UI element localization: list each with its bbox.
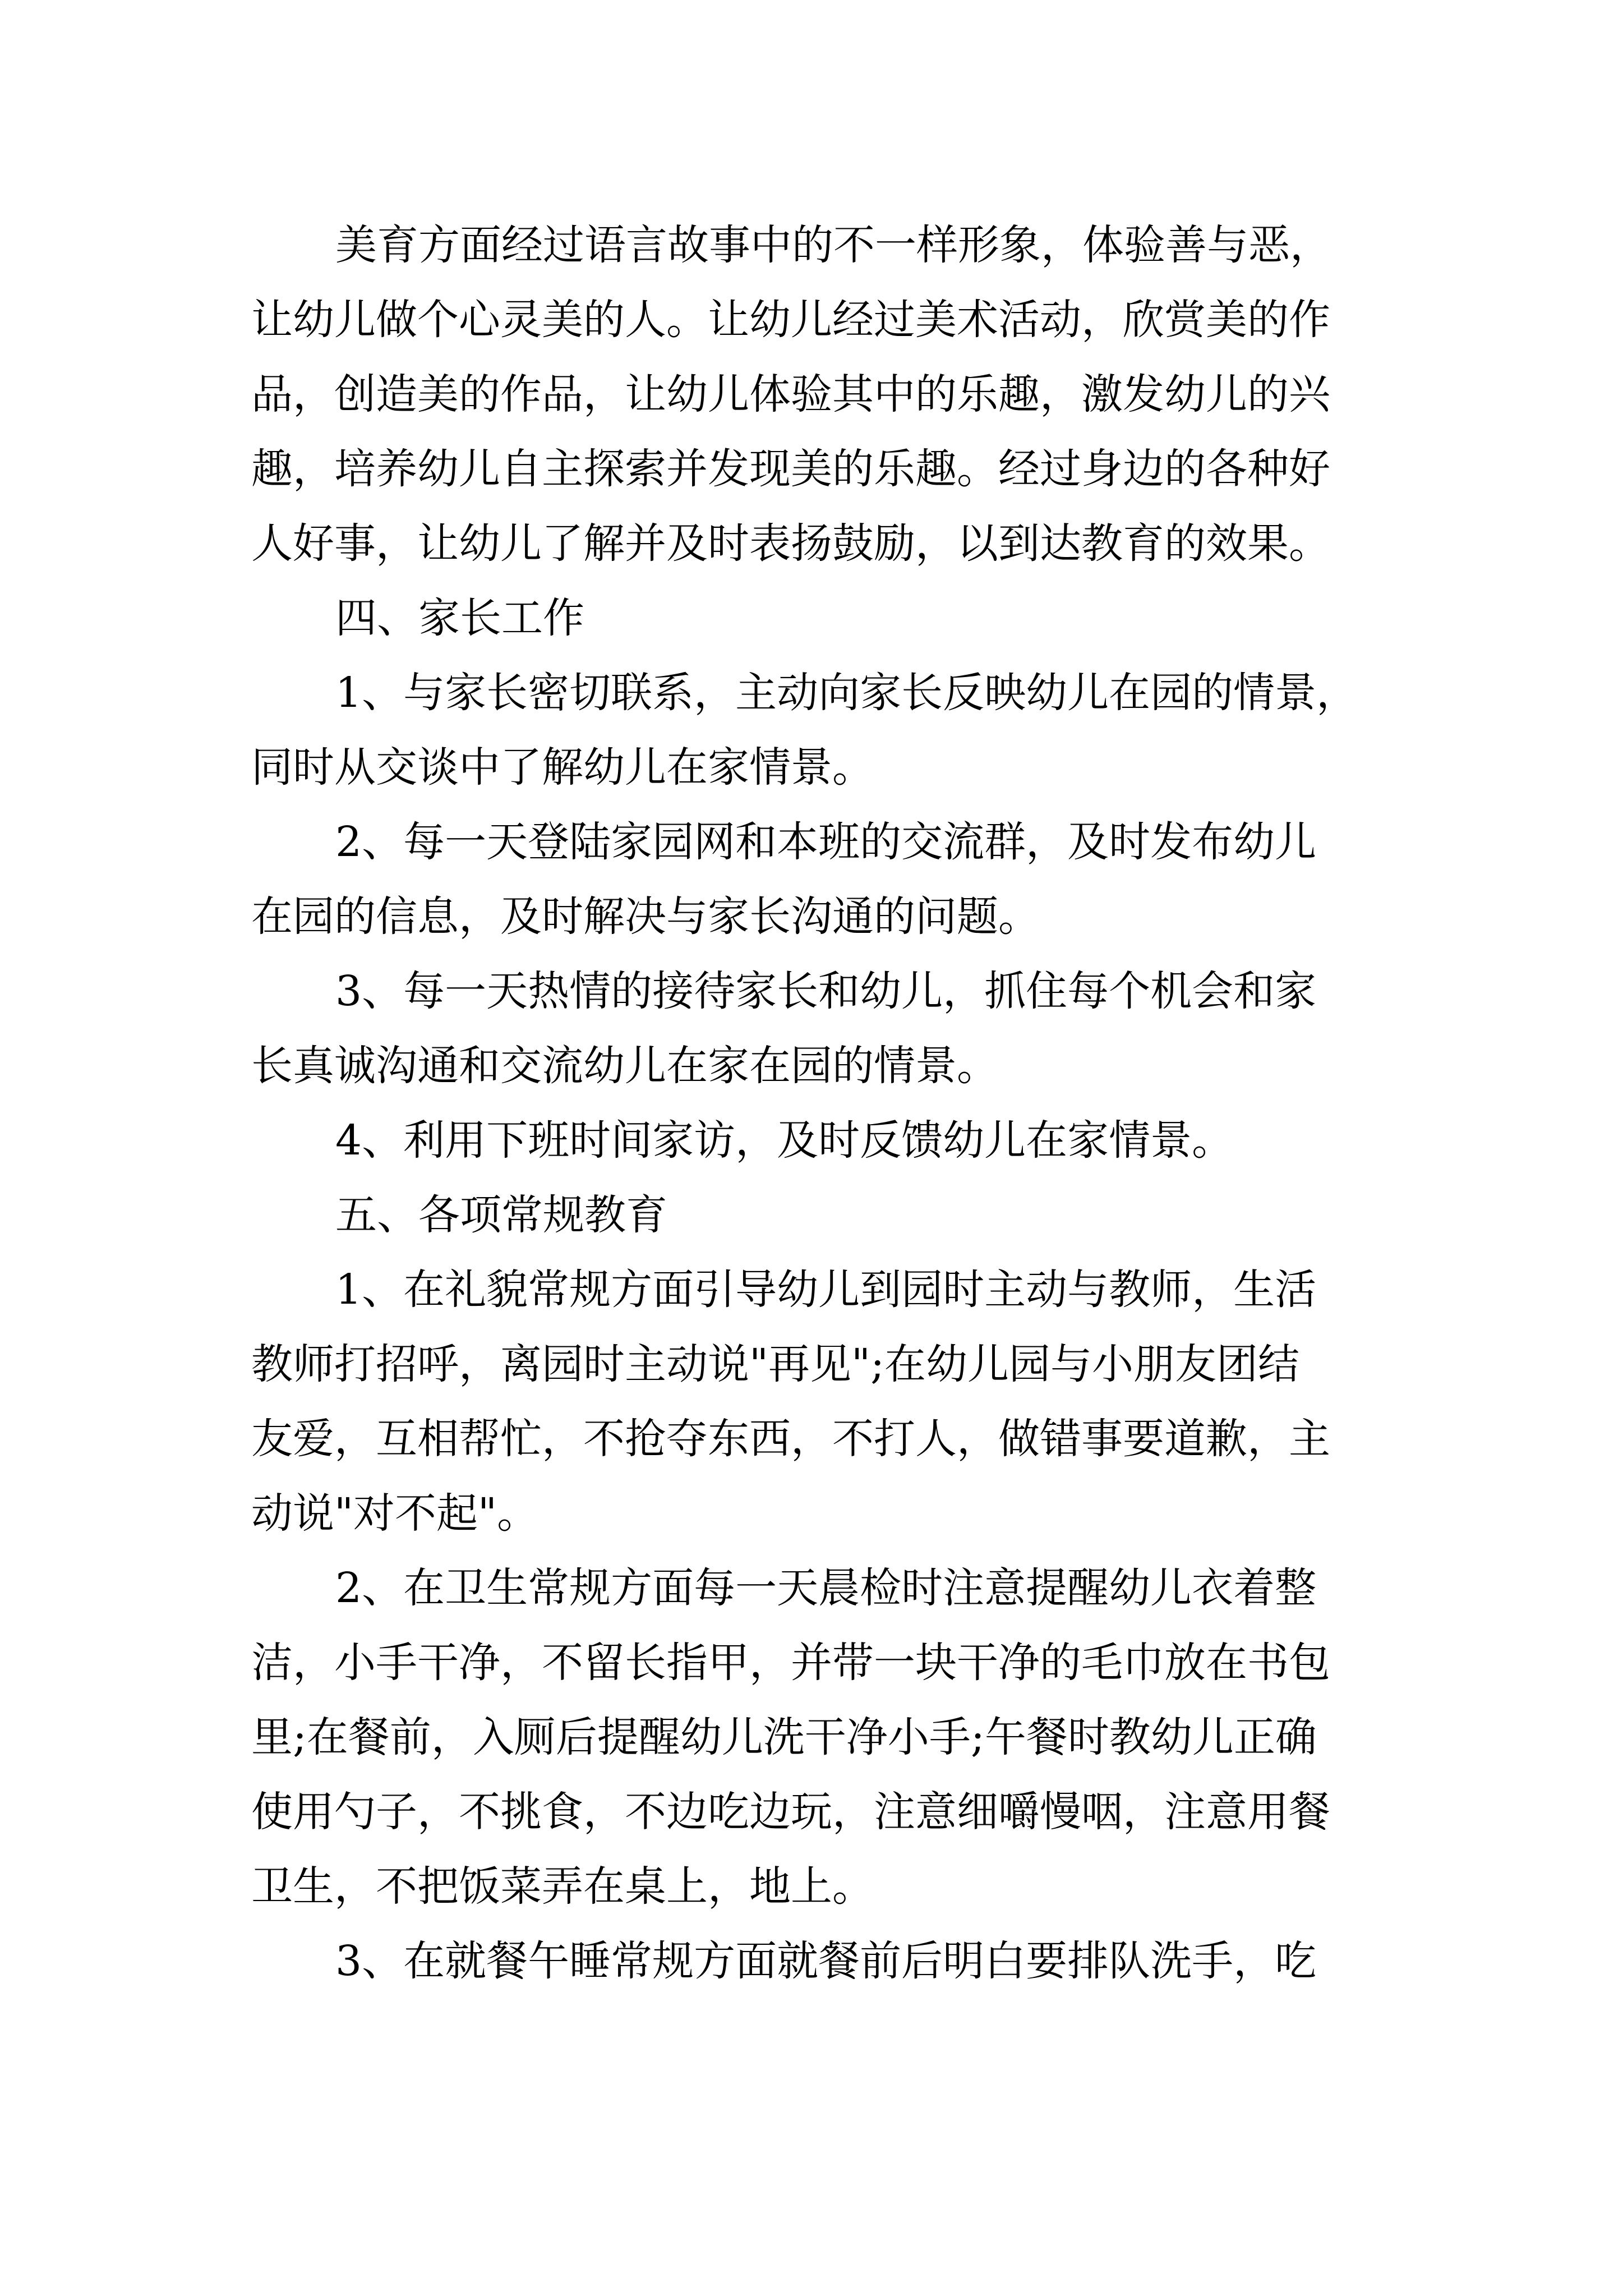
paragraph-line: 长真诚沟通和交流幼儿在家在园的情景。	[251, 1042, 998, 1090]
paragraph-line: 美育方面经过语言故事中的不一样形象，体验善与恶，	[335, 221, 1331, 269]
paragraph-line: 教师打招呼，离园时主动说"再见";在幼儿园与小朋友团结	[251, 1340, 1300, 1388]
paragraph-line: 3、在就餐午睡常规方面就餐前后明白要排队洗手，吃	[335, 1937, 1317, 1985]
paragraph-line: 卫生，不把饭菜弄在桌上，地上。	[251, 1862, 874, 1911]
paragraph-line: 同时从交谈中了解幼儿在家情景。	[251, 743, 874, 792]
paragraph-line: 里;在餐前，入厕后提醒幼儿洗干净小手;午餐时教幼儿正确	[251, 1713, 1317, 1761]
paragraph-line: 人好事，让幼儿了解并及时表扬鼓励，以到达教育的效果。	[251, 519, 1330, 568]
paragraph-line: 在园的信息，及时解决与家长沟通的问题。	[251, 892, 1040, 941]
paragraph-line: 趣，培养幼儿自主探索并发现美的乐趣。经过身边的各种好	[251, 445, 1330, 493]
paragraph-line: 品，创造美的作品，让幼儿体验其中的乐趣，激发幼儿的兴	[251, 370, 1330, 418]
paragraph-line: 2、在卫生常规方面每一天晨检时注意提醒幼儿衣着整	[335, 1564, 1317, 1612]
paragraph-line: 3、每一天热情的接待家长和幼儿，抓住每个机会和家	[335, 967, 1317, 1015]
section-heading: 四、家长工作	[335, 594, 584, 642]
paragraph-line: 动说"对不起"。	[251, 1489, 539, 1538]
paragraph-line: 1、与家长密切联系，主动向家长反映幼儿在园的情景，	[335, 669, 1358, 717]
paragraph-line: 4、利用下班时间家访，及时反馈幼儿在家情景。	[335, 1116, 1234, 1165]
paragraph-line: 使用勺子，不挑食，不边吃边玩，注意细嚼慢咽，注意用餐	[251, 1788, 1330, 1836]
section-heading: 五、各项常规教育	[335, 1191, 667, 1239]
paragraph-line: 2、每一天登陆家园网和本班的交流群，及时发布幼儿	[335, 818, 1317, 866]
paragraph-line: 洁，小手干净，不留长指甲，并带一块干净的毛巾放在书包	[251, 1639, 1330, 1687]
paragraph-line: 让幼儿做个心灵美的人。让幼儿经过美术活动，欣赏美的作	[251, 296, 1330, 344]
paragraph-line: 友爱，互相帮忙，不抢夺东西，不打人，做错事要道歉，主	[251, 1415, 1330, 1463]
paragraph-line: 1、在礼貌常规方面引导幼儿到园时主动与教师，生活	[335, 1266, 1317, 1314]
